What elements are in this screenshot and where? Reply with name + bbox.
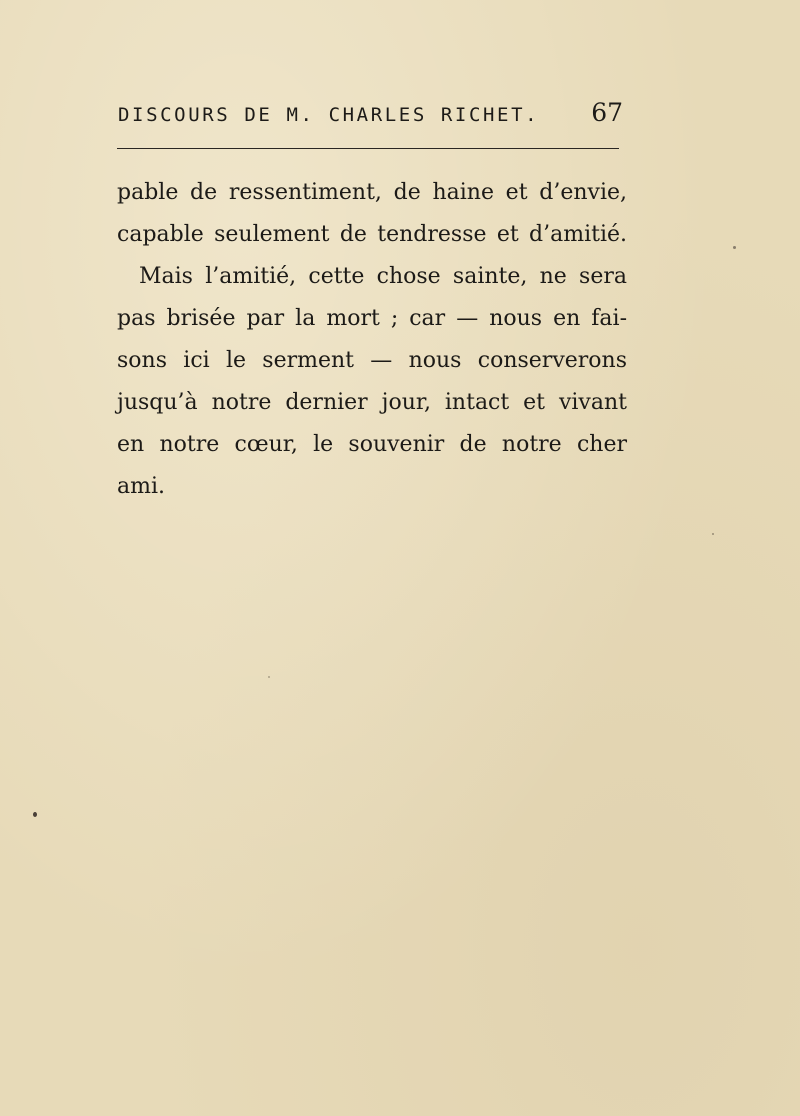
text-line-2: capable seulement de tendresse et d’amitié. (117, 222, 627, 247)
paper-speck (733, 246, 736, 249)
text-line-8: ami. (117, 474, 166, 499)
text-line-7: en notre cœur, le souvenir de notre cher (117, 432, 627, 457)
running-head (118, 98, 623, 132)
paper-speck (268, 676, 270, 678)
text-line-6: jusqu’à notre dernier jour, intact et vivant (117, 390, 627, 415)
running-title: DISCOURS DE M. CHARLES RICHET. (118, 104, 540, 126)
text-line-5: sons ici le serment — nous conserverons (117, 348, 627, 373)
body-text (117, 172, 627, 508)
header-rule (117, 148, 619, 149)
paper-speck (712, 533, 714, 535)
paper-speck (33, 812, 37, 817)
text-line-3: Mais l’amitié, cette chose sainte, ne sera (139, 264, 627, 289)
page-number: 67 (591, 98, 623, 127)
text-line-4: pas brisée par la mort ; car — nous en fai- (117, 306, 627, 331)
text-line-1: pable de ressentiment, de haine et d’envie, (117, 180, 627, 205)
